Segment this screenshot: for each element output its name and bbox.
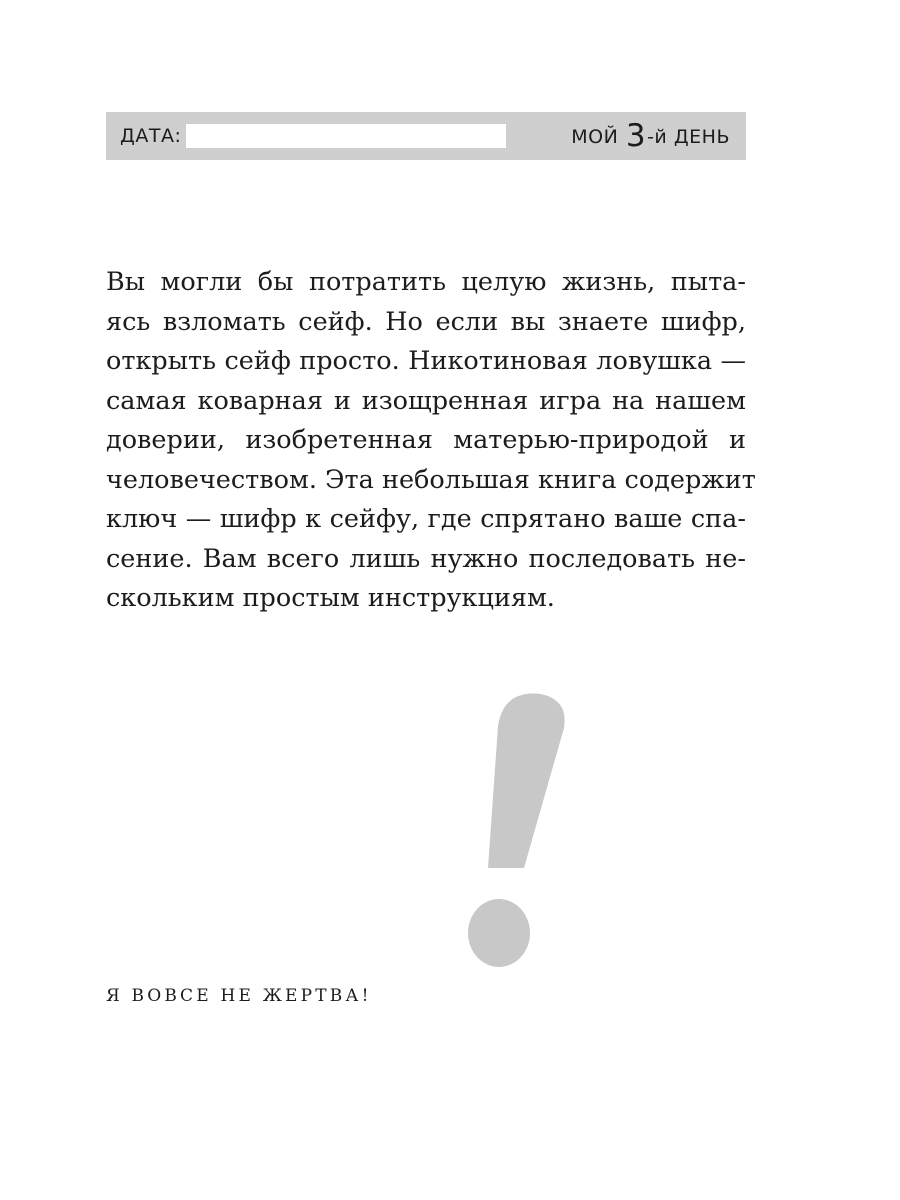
body-line: открыть сейф просто. Никотиновая ловушка — [106, 346, 746, 376]
body-line: сение. Вам всего лишь нужно последовать не- [106, 543, 746, 574]
day-suffix: -й ДЕНЬ [647, 126, 730, 148]
date-label: ДАТА: [120, 125, 182, 147]
body-line: самая коварная и изощренная игра на нашем [106, 385, 746, 416]
exclamation-stroke [488, 693, 565, 868]
footer-caption: Я ВОВСЕ НЕ ЖЕРТВА! [106, 986, 372, 1006]
date-field[interactable] [186, 124, 506, 148]
day-number: 3 [625, 118, 647, 154]
body-line: доверии, изобретенная матерью-природой и [106, 425, 746, 455]
body-line: скольким простым инструкциям. [106, 583, 555, 613]
day-label [571, 112, 730, 160]
body-paragraph [106, 263, 756, 619]
body-line: Вы могли бы потратить целую жизнь, пыта- [106, 267, 746, 297]
body-line: ясь взломать сейф. Но если вы знаете шифр, [106, 306, 746, 337]
body-line: человечеством. Эта небольшая книга содержит [106, 464, 756, 495]
day-prefix: МОЙ [571, 126, 619, 148]
body-line: ключ — шифр к сейфу, где спрятано ваше спа- [106, 504, 746, 534]
header-bar [106, 112, 746, 160]
exclamation-icon [418, 668, 618, 978]
exclamation-dot [468, 899, 530, 967]
